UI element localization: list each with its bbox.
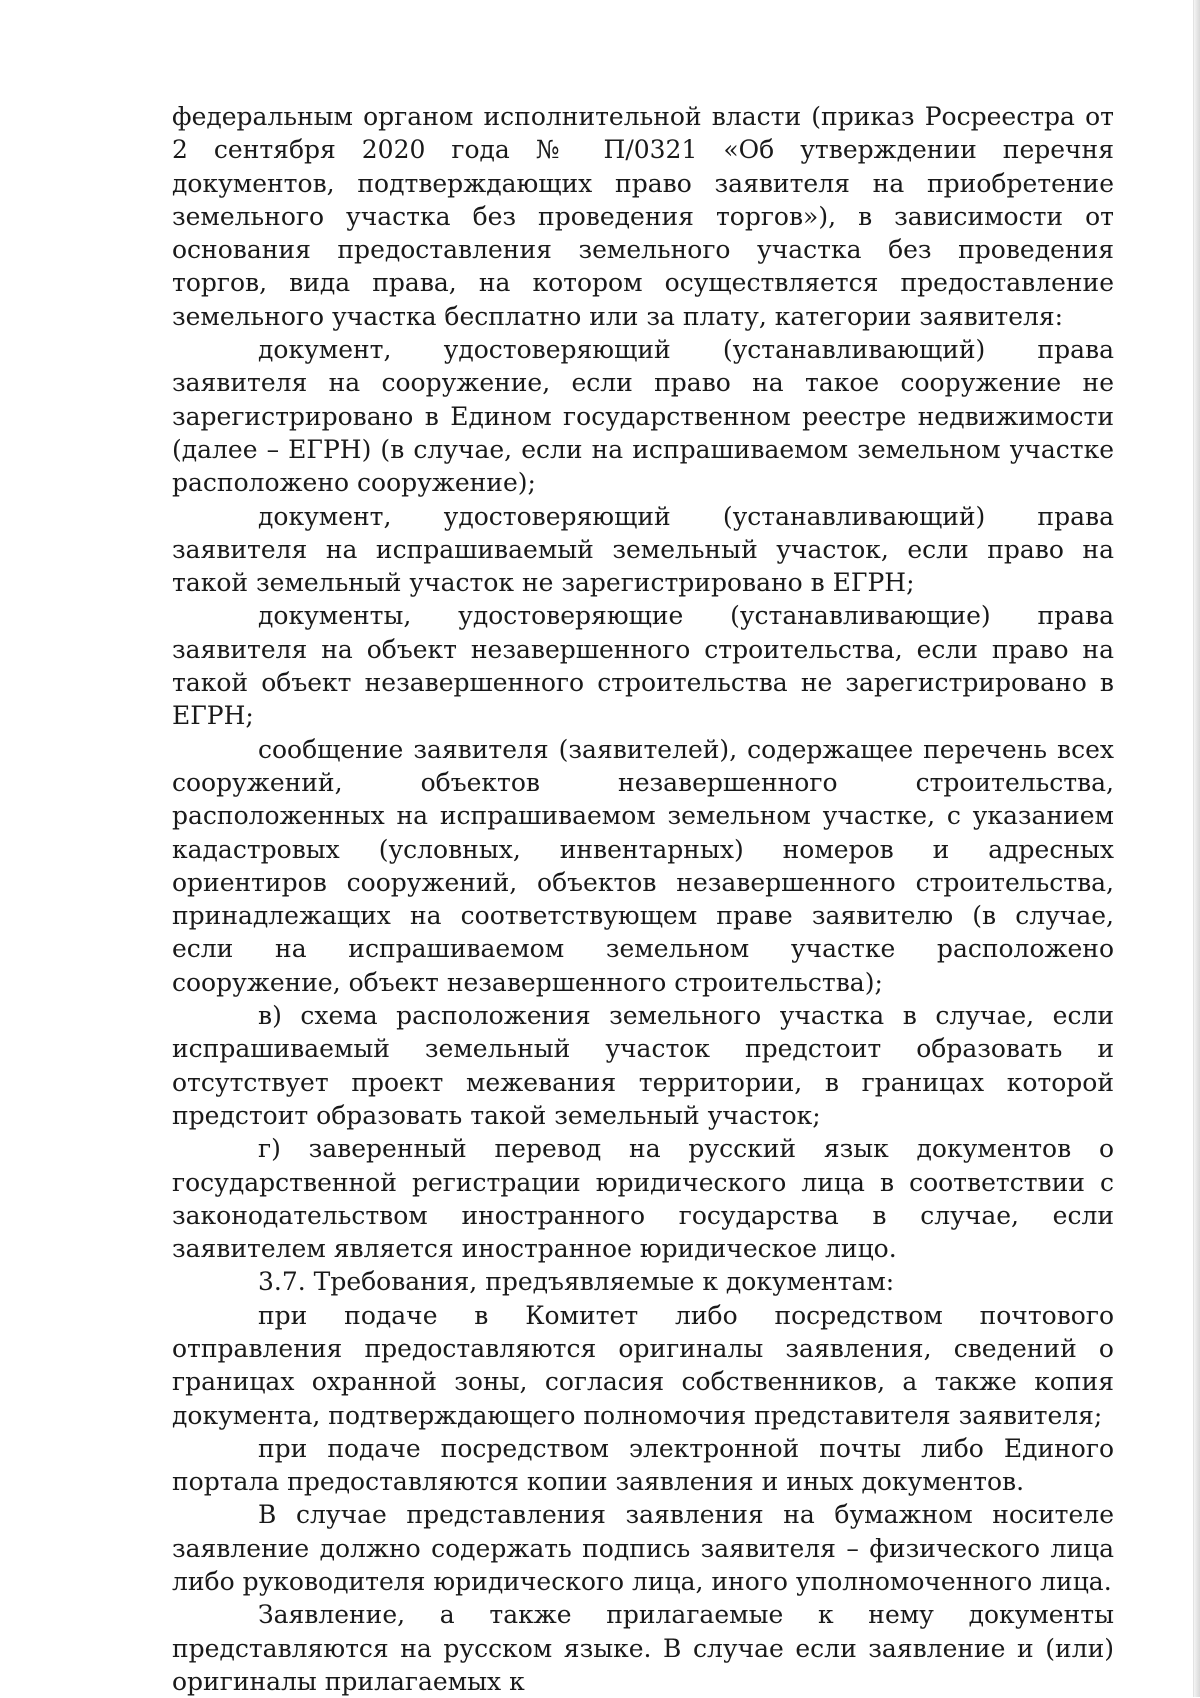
paragraph-4: документы, удостоверяющие (устанавливающие) права заявителя на объект незавершенного строительства, если право на такой объект незавершенного строительства не зарегистрировано в ЕГРН; — [172, 601, 1114, 731]
paragraph-9: при подаче в Комитет либо посредством почтового отправления предоставляются оригиналы заявления, сведений о границах охранной зоны, согласия собственников, а также копия документа, подтверждающего полномочия представителя заявителя; — [172, 1300, 1114, 1430]
paragraph-3: документ, удостоверяющий (устанавливающий) права заявителя на испрашиваемый земельный участок, если право на такой земельный участок не зарегистрировано в ЕГРН; — [172, 501, 1114, 598]
paragraph-2: документ, удостоверяющий (устанавливающий) права заявителя на сооружение, если право на такое сооружение не зарегистрировано в Едином государственном реестре недвижимости (далее – ЕГРН) (в случае, если на испрашиваемом земельном участке расположено сооружение); — [172, 335, 1114, 498]
paragraph-12: Заявление, а также прилагаемые к нему документы представляются на русском языке. В случае если заявление и (или) оригиналы прилагаемых к — [172, 1600, 1114, 1696]
paragraph-11: В случае представления заявления на бумажном носителе заявление должно содержать подпись заявителя – физического лица либо руководителя юридического лица, иного уполномоченного лица. — [172, 1500, 1114, 1597]
paragraph-7: г) заверенный перевод на русский язык документов о государственной регистрации юридического лица в соответствии с законодательством иностранного государства в случае, если заявителем является иностранное юридическое лицо. — [172, 1134, 1114, 1264]
paragraph-10: при подаче посредством электронной почты либо Единого портала предоставляются копии заявления и иных документов. — [172, 1433, 1114, 1497]
paragraph-6: в) схема расположения земельного участка в случае, если испрашиваемый земельный участок предстоит образовать и отсутствует проект межевания территории, в границах которой предстоит образовать такой земельный участок; — [172, 1001, 1114, 1130]
paragraph-5: сообщение заявителя (заявителей), содержащее перечень всех сооружений, объектов незавершенного строительства, расположенных на испрашиваемом земельном участке, с указанием кадастровых (условных, инвентарных) номеров и адресных ориентиров сооружений, объектов незавершенного строительства, принадлежащих на соответствующем праве заявителю (в случае, если на испрашиваемом земельном участке расположено сооружение, объект незавершенного строительства); — [172, 734, 1114, 997]
section-heading-3-7: 3.7. Требования, предъявляемые к документам: — [258, 1267, 895, 1297]
paragraph-1: федеральным органом исполнительной власти (приказ Росреестра от 2 сентября 2020 года № П/0321 «Об утверждении перечня документов, подтверждающих право заявителя на приобретение земельного участка без проведения торгов»), в зависимости от основания предоставления земельного участка без проведения торгов, вида права, на котором осуществляется предоставление земельного участка бесплатно или за плату, категории заявителя: — [172, 102, 1114, 331]
page-edge-shadow — [1193, 0, 1200, 1697]
document-body — [172, 100, 1114, 1698]
